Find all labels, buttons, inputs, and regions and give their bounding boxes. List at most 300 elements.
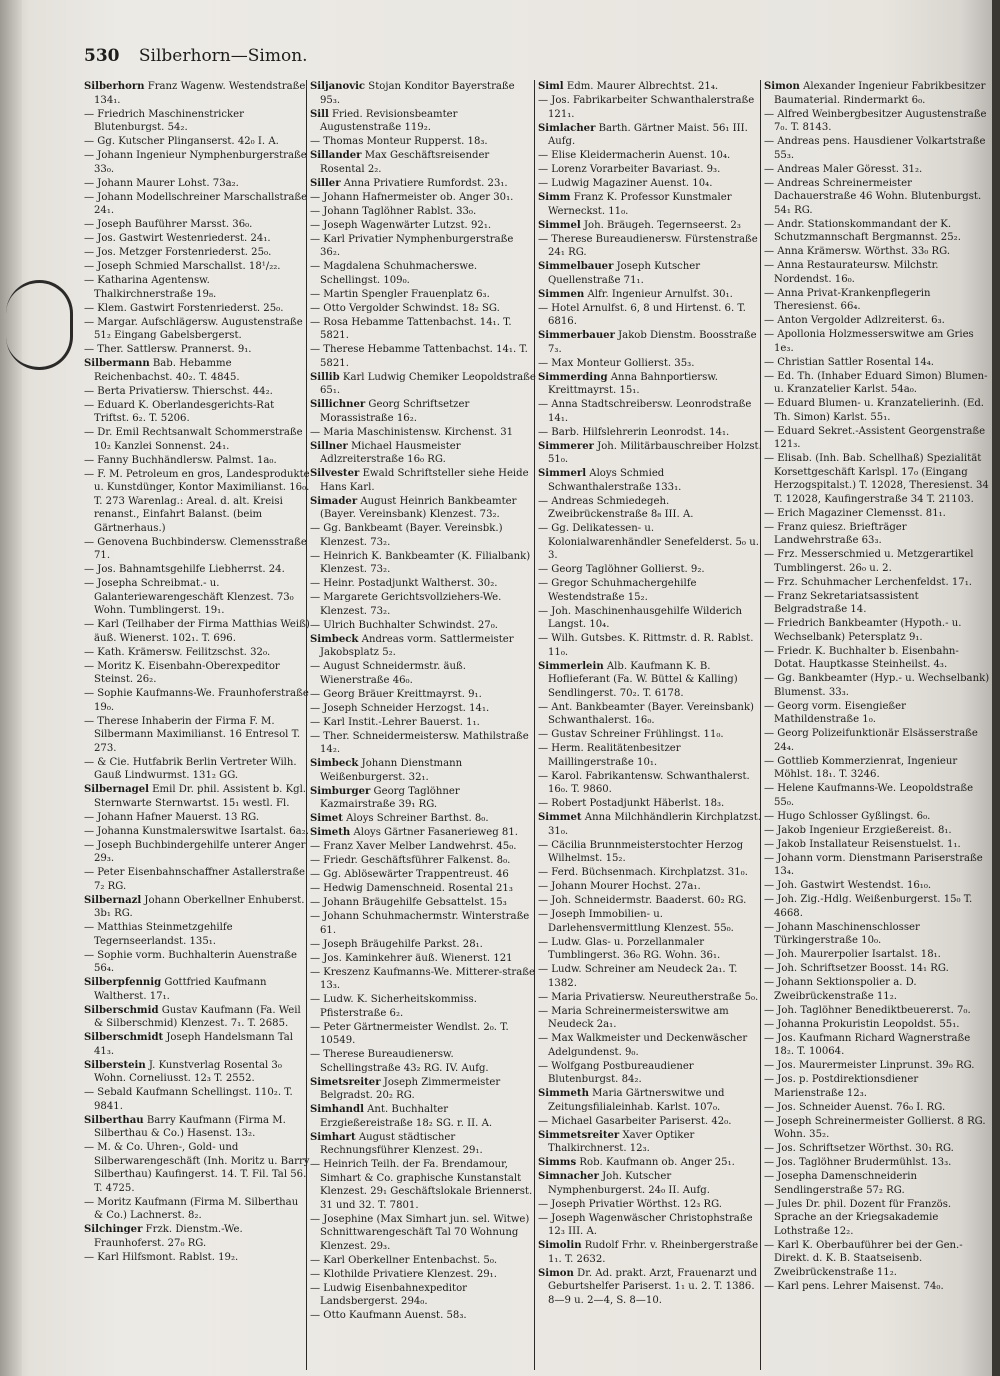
entry-text: — F. M. Petroleum en gros, Landesprodukte u. Kunstdünger, Kontor Maximilianst. 16₀. T. 273 Warenlag.: Areal. d. alt. Kreisi renanst., Einfahrt Balanst. (beim Gärtnerhaus.) bbox=[84, 468, 310, 534]
directory-entry bbox=[84, 316, 310, 343]
entry-text: — Karl pens. Lehrer Maisenst. 74₀. bbox=[764, 1280, 944, 1292]
directory-entry bbox=[538, 288, 764, 302]
directory-entry bbox=[764, 810, 990, 824]
entry-text: — Ludw. Glas- u. Porzellanmaler Tumblingerst. 36₀ RG. Wohn. 36₁. bbox=[538, 936, 721, 961]
directory-entry bbox=[538, 149, 764, 163]
directory-entry bbox=[538, 1032, 764, 1059]
directory-entry bbox=[538, 577, 764, 604]
entry-text: Jakob Dienstm. Boosstraße 7₃. bbox=[548, 330, 757, 355]
entry-text: Georg Taglöhner Kazmairstraße 39₁ RG. bbox=[320, 785, 460, 810]
directory-entry bbox=[84, 536, 310, 563]
directory-entry bbox=[84, 108, 310, 135]
entry-text: — Ant. Bankbeamter (Bayer. Vereinsbank) Schwanthalerst. 16₀. bbox=[538, 701, 754, 726]
entry-surname: Siller bbox=[310, 177, 341, 189]
entry-text: Gustav Kaufmann (Fa. Weil & Silberschmid) Klenzest. 7₁. T. 2685. bbox=[94, 1004, 301, 1029]
directory-entry bbox=[310, 785, 536, 812]
directory-entry bbox=[764, 1198, 990, 1239]
column-2 bbox=[310, 80, 536, 1370]
directory-entry bbox=[84, 1223, 310, 1250]
entry-text: — Jos. Schneider Auenst. 76₀ I. RG. bbox=[764, 1101, 946, 1113]
directory-entry bbox=[764, 1059, 990, 1073]
entry-text: — Helene Kaufmanns-We. Leopoldstraße 55₀. bbox=[764, 783, 974, 808]
directory-entry bbox=[538, 908, 764, 935]
entry-text: — Therese Bureaudienersw. Fürstenstraße 24₁ RG. bbox=[538, 233, 758, 258]
entry-text: Franz Wagenw. Westendstraße 134₁. bbox=[94, 81, 306, 106]
directory-entry bbox=[538, 191, 764, 218]
entry-text: Ewald Schriftsteller siehe Heide Hans Karl. bbox=[320, 468, 529, 493]
entry-surname: Simetsreiter bbox=[310, 1076, 381, 1088]
entry-text: — Joh. Taglöhner Benediktbeuererst. 7₀. bbox=[764, 1004, 971, 1016]
entry-text: — Johann Bräugehilfe Gebsattelst. 15₃ bbox=[310, 897, 507, 908]
entry-text: Aloys Gärtner Fasanerieweg 81. bbox=[353, 827, 518, 838]
directory-entry bbox=[764, 548, 990, 575]
directory-entry bbox=[310, 426, 536, 440]
entry-text: — Ludw. K. Sicherheitskommiss. Pfisterstraße 6₂. bbox=[310, 994, 477, 1019]
directory-entry bbox=[84, 921, 310, 948]
directory-entry bbox=[310, 910, 536, 937]
directory-entry bbox=[764, 1101, 990, 1115]
directory-entry bbox=[310, 633, 536, 660]
entry-surname: Simmetsreiter bbox=[538, 1129, 620, 1141]
entry-text: — Karol. Fabrikantensw. Schwanthalerst. 16₀. T. 9860. bbox=[538, 770, 750, 795]
entry-text: — Johann Maschinenschlosser Türkingerstraße 10₀. bbox=[764, 921, 920, 946]
entry-surname: Simader bbox=[310, 495, 358, 507]
directory-entry bbox=[310, 149, 536, 176]
entry-text: — Friedr. Geschäftsführer Falkenst. 8₀. bbox=[310, 855, 511, 866]
directory-entry bbox=[310, 467, 536, 494]
directory-entry bbox=[538, 1129, 764, 1156]
entry-text: — Johann Schuhmachermstr. Winterstraße 61. bbox=[310, 911, 530, 936]
directory-entry bbox=[764, 879, 990, 893]
entry-text: Alb. Kaufmann K. B. Hoflieferant (Fa. W. Büttel & Kalling) Sendlingerst. 70₂. T. 6178. bbox=[548, 660, 738, 699]
directory-entry bbox=[310, 135, 536, 149]
entry-text: — Frz. Schuhmacher Lerchenfeldst. 17₁. bbox=[764, 576, 972, 588]
entry-text: — Joseph Buchbindergehilfe unterer Anger 29₃. bbox=[84, 839, 306, 864]
entry-text: — Friedr. K. Buchhalter b. Eisenbahn-Dotat. Hauptkasse Steinheilst. 4₃. bbox=[764, 645, 959, 670]
entry-text: — Dr. Emil Rechtsanwalt Schommerstraße 10₂ Kanzlei Sonnenst. 24₁. bbox=[84, 427, 303, 452]
column-4 bbox=[764, 80, 990, 1370]
entry-text: — Joh. Zig.-Hdlg. Weißenburgerst. 15₀ T. 4668. bbox=[764, 894, 973, 919]
directory-entry bbox=[310, 730, 536, 757]
entry-text: — Jos. p. Postdirektionsdiener Marienstraße 12₃. bbox=[764, 1074, 919, 1099]
entry-text: Johann Dienstmann Weißenburgerst. 32₁. bbox=[320, 758, 463, 783]
directory-entry bbox=[310, 840, 536, 854]
entry-text: — August Schneidermstr. äuß. Wienerstraße 46₀. bbox=[310, 661, 466, 686]
entry-text: — Kath. Krämersw. Feilitzschst. 32₀. bbox=[84, 646, 271, 658]
entry-text: Fried. Revisionsbeamter Augustenstraße 119₂. bbox=[320, 108, 458, 133]
entry-surname: Sill bbox=[310, 108, 329, 120]
entry-text: — Margarete Gerichtsvollziehers-We. Klenzest. 73₂. bbox=[310, 592, 502, 617]
directory-entry bbox=[538, 605, 764, 632]
entry-text: — Karl (Teilhaber der Firma Matthias Weiß) äuß. Wienerst. 102₁. T. 696. bbox=[84, 619, 310, 644]
entry-text: Maria Gärtnerswitwe und Zeitungsfilialeinhab. Karlst. 107₀. bbox=[548, 1088, 725, 1113]
directory-entry bbox=[538, 1060, 764, 1087]
directory-entry bbox=[310, 1158, 536, 1212]
entry-text: — Johann Mourer Hochst. 27a₁. bbox=[538, 881, 701, 892]
entry-text: — Anna Restaurateursw. Milchstr. Nordendst. 16₀. bbox=[764, 260, 939, 285]
directory-entry bbox=[310, 177, 536, 191]
entry-text: — Magdalena Schuhmacherswe. Schellingst. 109₀. bbox=[310, 261, 478, 286]
entry-text: — Jakob Ingenieur Erzgießereist. 8₁. bbox=[764, 824, 952, 836]
entry-text: — Anna Privat-Krankenpflegerin Theresienst. 66₄. bbox=[764, 287, 931, 312]
directory-entry bbox=[764, 1170, 990, 1197]
entry-text: Ant. Buchhalter Erzgießereistraße 18₂ SG. r. II. A. bbox=[320, 1104, 493, 1129]
directory-entry bbox=[310, 522, 536, 549]
directory-entry bbox=[538, 177, 764, 191]
directory-entry bbox=[764, 590, 990, 617]
entry-text: — Robert Postadjunkt Häberlst. 18₃. bbox=[538, 798, 725, 809]
entry-text: — Jos. Kaufmann Richard Wagnerstraße 18₂. T. 10064. bbox=[764, 1032, 971, 1057]
directory-entry bbox=[538, 122, 764, 149]
entry-text: — Johann Hafnermeister ob. Anger 30₁. bbox=[310, 191, 514, 203]
directory-entry bbox=[310, 80, 536, 107]
entry-text: — Karl Instit.-Lehrer Bauerst. 1₁. bbox=[310, 716, 480, 728]
directory-entry bbox=[538, 329, 764, 356]
directory-entry bbox=[538, 163, 764, 177]
directory-entry bbox=[310, 854, 536, 868]
directory-entry bbox=[84, 894, 310, 921]
entry-text: — Johanna Prokuristin Leopoldst. 55₁. bbox=[764, 1018, 960, 1030]
entry-text: — Joseph Immobilien- u. Darlehensvermittlung Klenzest. 55₀. bbox=[538, 909, 734, 934]
directory-entry bbox=[310, 260, 536, 287]
entry-text: — Georg Polizeifunktionär Elsässerstraße 24₄. bbox=[764, 728, 978, 753]
entry-surname: Simlacher bbox=[538, 122, 596, 134]
directory-entry bbox=[764, 452, 990, 506]
directory-entry bbox=[310, 1268, 536, 1282]
directory-entry bbox=[538, 936, 764, 963]
entry-text: — Jos. Kaminkehrer äuß. Wienerst. 121 bbox=[310, 952, 513, 964]
column-1 bbox=[84, 80, 310, 1370]
directory-entry bbox=[764, 507, 990, 521]
entry-text: Andreas vorm. Sattlermeister Jakobsplatz 5₂. bbox=[320, 633, 514, 658]
entry-text: — Thomas Monteur Rupperst. 18₃. bbox=[310, 136, 488, 147]
entry-text: — Erich Magaziner Clemensst. 81₁. bbox=[764, 507, 946, 519]
directory-entry bbox=[538, 1239, 764, 1266]
entry-surname: Simhart bbox=[310, 1131, 356, 1143]
entry-surname: Silvester bbox=[310, 468, 360, 479]
entry-text: August Heinrich Bankbeamter (Bayer. Vereinsbank) Klenzest. 73₂. bbox=[320, 495, 517, 520]
entry-text: Georg Schriftsetzer Morassistraße 16₂. bbox=[320, 399, 470, 424]
entry-text: — Joseph Privatier Wörthst. 12₃ RG. bbox=[538, 1198, 723, 1210]
directory-entry bbox=[538, 440, 764, 467]
directory-entry bbox=[538, 1170, 764, 1197]
entry-surname: Simm bbox=[538, 192, 571, 203]
directory-entry bbox=[538, 991, 764, 1005]
entry-text: — Alfred Weinbergbesitzer Augustenstraße 7₀. T. 8143. bbox=[764, 108, 987, 133]
entry-text: — Joseph Wagenwäscher Christophstraße 12₃ III. A. bbox=[538, 1212, 753, 1237]
entry-text: — Peter Eisenbahnschaffner Astallerstraße 7₂ RG. bbox=[84, 867, 306, 892]
directory-entry bbox=[538, 1198, 764, 1212]
entry-text: — Johann Taglöhner Rablst. 33₀. bbox=[310, 205, 477, 217]
entry-text: Anna Milchhändlerin Kirchplatzst. 31₀. bbox=[548, 812, 761, 837]
directory-entry bbox=[310, 398, 536, 425]
directory-entry bbox=[84, 1004, 310, 1031]
entry-text: — Margar. Aufschlägersw. Augustenstraße 51₂ Eingang Gabelsbergerst. bbox=[84, 316, 303, 341]
entry-text: — Heinrich Teilh. der Fa. Brendamour, Simhart & Co. graphische Kunstanstalt Klenzest. 29₁ Geschäftslokale Briennerst. 31 und 32. T. 7801. bbox=[310, 1159, 533, 1211]
entry-text: Barth. Gärtner Maist. 56₁ III. Aufg. bbox=[548, 122, 748, 147]
entry-text: — Friedrich Bankbeamter (Hypoth.- u. Wechselbank) Petersplatz 9₁. bbox=[764, 618, 962, 643]
entry-text: Joh. Kutscher Nymphenburgerst. 24₀ II. Aufg. bbox=[548, 1171, 710, 1196]
entry-text: — Jos. Fabrikarbeiter Schwanthalerstraße 121₁. bbox=[538, 95, 755, 120]
directory-entry bbox=[84, 866, 310, 893]
directory-entry bbox=[84, 1031, 310, 1058]
entry-text: — Andr. Stationskommandant der K. Schutzmannschaft Bergmannst. 25₂. bbox=[764, 218, 961, 243]
directory-entry bbox=[538, 1115, 764, 1129]
directory-entry bbox=[764, 1142, 990, 1156]
entry-text: — Franz quiesz. Briefträger Landwehrstraße 63₃. bbox=[764, 521, 907, 546]
entry-text: — Therese Inhaberin der Firma F. M. Silbermann Maximilianst. 16 Entresol T. 273. bbox=[84, 715, 301, 754]
entry-text: Aloys Schmied Schwanthalerstraße 133₁. bbox=[548, 468, 682, 493]
entry-text: — Gg. Delikatessen- u. Kolonialwarenhändler Senefelderst. 5₀ u. 3. bbox=[538, 523, 759, 561]
entry-text: — Moritz Kaufmann (Firma M. Silberthau & Co.) Lachnerst. 8₂. bbox=[84, 1196, 299, 1221]
directory-entry bbox=[764, 1156, 990, 1170]
entry-text: Max Geschäftsreisender Rosental 2₂. bbox=[320, 150, 490, 175]
entry-text: — Ludw. Schreiner am Neudeck 2a₁. T. 1382. bbox=[538, 964, 738, 989]
directory-entry bbox=[538, 770, 764, 797]
entry-text: — Gg. Kutscher Plinganserst. 42₀ I. A. bbox=[84, 136, 279, 147]
directory-entry bbox=[764, 672, 990, 699]
directory-entry bbox=[84, 399, 310, 426]
entry-text: Frzk. Dienstm.-We. Fraunhoferst. 27₀ RG. bbox=[94, 1224, 243, 1249]
directory-entry bbox=[310, 702, 536, 716]
entry-text: Anna Bahnportiersw. Kreittmayrst. 15₁. bbox=[548, 371, 718, 396]
entry-text: Rob. Kaufmann ob. Anger 25₁. bbox=[579, 1157, 735, 1168]
entry-surname: Simmerl bbox=[538, 468, 587, 479]
directory-entry bbox=[310, 1309, 536, 1323]
entry-text: Dr. Ad. prakt. Arzt, Frauenarzt und Geburtshelfer Pariserst. 1₁ u. 2. T. 1386. 8—9 u. 2—4, S. 8—10. bbox=[548, 1267, 758, 1306]
directory-entry bbox=[310, 1282, 536, 1309]
entry-text: — M. & Co. Uhren-, Gold- und Silberwarengeschäft (Inh. Moritz u. Barry Silberthau) Kaufingerst. 14. T. Fil. Tal 56. T. 4725. bbox=[84, 1142, 310, 1194]
entry-text: — Therese Hebamme Tattenbachst. 14₁. T. 5821. bbox=[310, 344, 528, 369]
entry-text: — Klothilde Privatiere Klenzest. 29₁. bbox=[310, 1268, 497, 1280]
entry-text: — Berta Privatiersw. Thierschst. 44₂. bbox=[84, 385, 273, 397]
directory-entry bbox=[84, 976, 310, 1003]
entry-text: — Jos. Taglöhner Brudermühlst. 13₃. bbox=[764, 1157, 952, 1168]
directory-entry bbox=[84, 783, 310, 810]
directory-entry bbox=[84, 246, 310, 260]
directory-entry bbox=[310, 302, 536, 316]
directory-entry bbox=[84, 191, 310, 218]
directory-entry bbox=[310, 896, 536, 910]
directory-entry bbox=[84, 660, 310, 687]
entry-text: — Joseph Schmied Marschallst. 18¹/₂₂. bbox=[84, 261, 281, 272]
directory-entry bbox=[764, 755, 990, 782]
entry-surname: Simeth bbox=[310, 827, 351, 838]
directory-entry bbox=[538, 811, 764, 838]
entry-text: — Andreas Maler Göresst. 31₂. bbox=[764, 163, 923, 175]
directory-entry bbox=[764, 893, 990, 920]
directory-entry bbox=[310, 108, 536, 135]
entry-text: — Maria Privatiersw. Neureutherstraße 5₀. bbox=[538, 991, 759, 1003]
entry-text: — Johann Sektionspolier a. D. Zweibrückenstraße 11₂. bbox=[764, 977, 917, 1002]
directory-entry bbox=[84, 426, 310, 453]
entry-surname: Silbermann bbox=[84, 358, 150, 369]
directory-entry bbox=[538, 660, 764, 701]
directory-entry bbox=[538, 260, 764, 287]
directory-entry bbox=[310, 495, 536, 522]
entry-text: — Johann vorm. Dienstmann Pariserstraße 13₄. bbox=[764, 852, 983, 877]
entry-surname: Silberpfennig bbox=[84, 977, 162, 988]
entry-text: — Kreszenz Kaufmanns-We. Mitterer-straße 13₃. bbox=[310, 966, 535, 991]
entry-text: — Andreas Schmiedegeh. Zweibrückenstraße 8₈ III. A. bbox=[538, 495, 694, 520]
entry-text: — Jos. Metzger Forstenriederst. 25₀. bbox=[84, 247, 272, 258]
entry-text: — Ed. Th. (Inhaber Eduard Simon) Blumen- u. Kranzatelier Karlst. 54a₀. bbox=[764, 370, 988, 395]
entry-text: Emil Dr. phil. Assistent b. Kgl. Sternwarte Sternwartst. 15₁ westl. Fl. bbox=[94, 784, 307, 809]
entry-surname: Siml bbox=[538, 81, 564, 92]
entry-surname: Silchinger bbox=[84, 1224, 143, 1235]
entry-text: — Moritz K. Eisenbahn-Oberexpeditor Steinst. 26₂. bbox=[84, 660, 280, 685]
entry-text: — Max Monteur Gollierst. 35₃. bbox=[538, 357, 695, 369]
page-number: 530 bbox=[84, 46, 120, 66]
entry-text: Joseph Kutscher Quellenstraße 71₁. bbox=[548, 261, 701, 286]
directory-entry bbox=[764, 1115, 990, 1142]
directory-entry bbox=[84, 274, 310, 301]
entry-text: August städtischer Rechnungsführer Klenzest. 29₁. bbox=[320, 1131, 483, 1156]
directory-entry bbox=[764, 163, 990, 177]
directory-entry bbox=[764, 838, 990, 852]
entry-text: — Josephine (Max Simhart jun. sel. Witwe) Schnittwarengeschäft Tal 70 Wohnung Klenzest. 29₃. bbox=[310, 1213, 530, 1252]
directory-entry bbox=[764, 1239, 990, 1280]
directory-entry bbox=[84, 839, 310, 866]
entry-surname: Simmerbauer bbox=[538, 330, 615, 341]
entry-text: — Joh. Schriftsetzer Boosst. 14₁ RG. bbox=[764, 963, 949, 974]
entry-text: — Therese Bureaudienersw. Schellingstraße 43₂ RG. IV. Aufg. bbox=[310, 1049, 489, 1074]
entry-text: — Elise Kleidermacherin Auenst. 10₄. bbox=[538, 150, 731, 161]
directory-entry bbox=[764, 645, 990, 672]
entry-surname: Sillander bbox=[310, 150, 362, 161]
entry-text: — Otto Kaufmann Auenst. 58₃. bbox=[310, 1310, 467, 1321]
entry-text: Joseph Handelsmann Tal 41₃. bbox=[94, 1032, 293, 1057]
entry-text: — Rosa Hebamme Tattenbachst. 14₁. T. 5821. bbox=[310, 316, 512, 341]
entry-text: — Gg. Bankbeamt (Bayer. Vereinsbk.) Klenzest. 73₂. bbox=[310, 523, 503, 548]
directory-entry bbox=[310, 1103, 536, 1130]
directory-entry bbox=[84, 687, 310, 714]
directory-entry bbox=[84, 1114, 310, 1141]
entry-text: — Sophie Kaufmanns-We. Fraunhoferstraße 19₀. bbox=[84, 688, 309, 713]
entry-text: — Michael Gasarbeiter Pariserst. 42₀. bbox=[538, 1115, 732, 1127]
entry-text: — Apollonia Holzmesserswitwe am Gries 1e₃. bbox=[764, 329, 974, 354]
directory-entry bbox=[84, 1086, 310, 1113]
entry-text: — Joh. Maschinenhausgehilfe Wilderich Langst. 10₄. bbox=[538, 605, 743, 630]
entry-text: — Katharina Agentensw. Thalkirchnerstraße 19₈. bbox=[84, 275, 217, 300]
entry-surname: Simet bbox=[310, 813, 343, 824]
directory-entry bbox=[538, 701, 764, 728]
directory-entry bbox=[310, 550, 536, 577]
directory-entry bbox=[310, 757, 536, 784]
entry-text: Joh. Bräugeh. Tegernseerst. 2₃ bbox=[583, 219, 741, 231]
entry-text: — Cäcilia Brunnmeisterstochter Herzog Wilhelmst. 15₂. bbox=[538, 839, 744, 864]
directory-entry bbox=[764, 80, 990, 107]
entry-text: — Ther. Schneidermeistersw. Mathilstraße 14₂. bbox=[310, 730, 529, 755]
directory-entry bbox=[538, 963, 764, 990]
directory-entry bbox=[84, 949, 310, 976]
directory-entry bbox=[310, 966, 536, 993]
entry-text: — Jos. Gastwirt Westenriederst. 24₁. bbox=[84, 233, 271, 244]
directory-entry bbox=[764, 218, 990, 245]
entry-text: — Georg Bräuer Kreittmayrst. 9₁. bbox=[310, 688, 482, 700]
entry-text: Gottfried Kaufmann Waltherst. 17₁. bbox=[94, 977, 267, 1002]
entry-surname: Sillichner bbox=[310, 399, 366, 410]
entry-text: — Matthias Steinmetzgehilfe Tegernseerlandst. 135₁. bbox=[84, 922, 233, 947]
entry-text: — Elisab. (Inh. Bab. Schellhaß) Spezialität Korsettgeschäft Karlspl. 17₀ (Eingang Herzogspitalst.) T. 12028, Theresienst. 34 T. 12028, Kaufingerstraße 34 T. 21103. bbox=[764, 453, 989, 505]
entry-surname: Silberschmid bbox=[84, 1004, 159, 1016]
entry-text: — Maria Schreinermeisterswitwe am Neudeck 2a₁. bbox=[538, 1005, 729, 1030]
entry-surname: Simon bbox=[764, 81, 800, 92]
entry-text: — Hugo Schlosser Gyßlingst. 6₀. bbox=[764, 810, 931, 822]
directory-entry bbox=[84, 715, 310, 756]
directory-entry bbox=[538, 219, 764, 233]
directory-entry bbox=[84, 135, 310, 149]
entry-surname: Simmerer bbox=[538, 440, 594, 452]
directory-entry bbox=[310, 1021, 536, 1048]
directory-entry bbox=[84, 218, 310, 232]
entry-text: — Andreas Schreinermeister Dachauerstraße 46 Wohn. Blutenburgst. 54₁ RG. bbox=[764, 177, 982, 216]
directory-entry bbox=[538, 233, 764, 260]
entry-surname: Siljanovic bbox=[310, 81, 366, 92]
entry-text: — Eduard Sekret.-Assistent Georgenstraße 121₃. bbox=[764, 425, 986, 450]
entry-text: — Wilh. Gutsbes. K. Rittmstr. d. R. Rablst. 11₀. bbox=[538, 633, 754, 658]
directory-entry bbox=[84, 232, 310, 246]
entry-text: — Anna Stadtschreibersw. Leonrodstraße 14₁. bbox=[538, 399, 752, 424]
entry-text: — Franz Xaver Melber Landwehrst. 45₀. bbox=[310, 841, 517, 852]
directory-entry bbox=[538, 797, 764, 811]
entry-surname: Sillner bbox=[310, 440, 348, 452]
directory-entry bbox=[538, 398, 764, 425]
directory-entry bbox=[764, 1073, 990, 1100]
directory-entry bbox=[764, 727, 990, 754]
directory-entry bbox=[764, 314, 990, 328]
entry-text: — Barb. Hilfslehrerin Leonrodst. 14₁. bbox=[538, 426, 730, 438]
directory-entry bbox=[84, 260, 310, 274]
entry-text: Xaver Optiker Thalkirchnerst. 12₃. bbox=[548, 1129, 695, 1154]
entry-text: Anna Privatiere Rumfordst. 23₁. bbox=[343, 177, 508, 189]
entry-text: Joh. Militärbauschreiber Holzst. 51₀. bbox=[548, 440, 762, 465]
directory-entry bbox=[538, 357, 764, 371]
directory-entry bbox=[310, 993, 536, 1020]
directory-entry bbox=[764, 921, 990, 948]
directory-entry bbox=[764, 521, 990, 548]
directory-entry bbox=[764, 782, 990, 809]
entry-text: — Georg Taglöhner Gollierst. 9₂. bbox=[538, 564, 705, 575]
directory-entry bbox=[538, 80, 764, 94]
directory-entry bbox=[310, 440, 536, 467]
directory-entry bbox=[310, 812, 536, 826]
entry-text: Aloys Schreiner Barthst. 8₀. bbox=[346, 813, 489, 824]
entry-text: — Jos. Maurermeister Linprunst. 39₀ RG. bbox=[764, 1060, 975, 1071]
directory-entry bbox=[84, 618, 310, 645]
entry-text: — Heinrich K. Bankbeamter (K. Filialbank) Klenzest. 73₂. bbox=[310, 550, 531, 575]
directory-entry bbox=[538, 522, 764, 563]
directory-entry bbox=[84, 1059, 310, 1086]
directory-entry bbox=[84, 811, 310, 825]
directory-entry bbox=[310, 591, 536, 618]
directory-entry bbox=[310, 952, 536, 966]
entry-text: — Joseph Bauführer Marsst. 36₀. bbox=[84, 219, 253, 230]
entry-text: — Fanny Buchhändlersw. Palmst. 1a₀. bbox=[84, 454, 277, 466]
directory-entry bbox=[84, 454, 310, 468]
entry-text: — Hotel Arnulfst. 6, 8 und Hirtenst. 6. T. 6816. bbox=[538, 302, 746, 327]
entry-text: — Jos. Schriftsetzer Wörthst. 30₁ RG. bbox=[764, 1143, 954, 1154]
entry-text: — Ferd. Büchsenmach. Kirchplatzst. 31₀. bbox=[538, 867, 748, 878]
directory-entry bbox=[310, 1131, 536, 1158]
entry-text: — Johann Modellschreiner Marschallstraße 24₁. bbox=[84, 191, 308, 216]
directory-entry bbox=[764, 425, 990, 452]
directory-entry bbox=[310, 205, 536, 219]
entry-text: — Joseph Schneider Herzogst. 14₁. bbox=[310, 702, 490, 714]
directory-entry bbox=[84, 80, 310, 107]
column-3 bbox=[538, 80, 764, 1370]
directory-entry bbox=[538, 880, 764, 894]
